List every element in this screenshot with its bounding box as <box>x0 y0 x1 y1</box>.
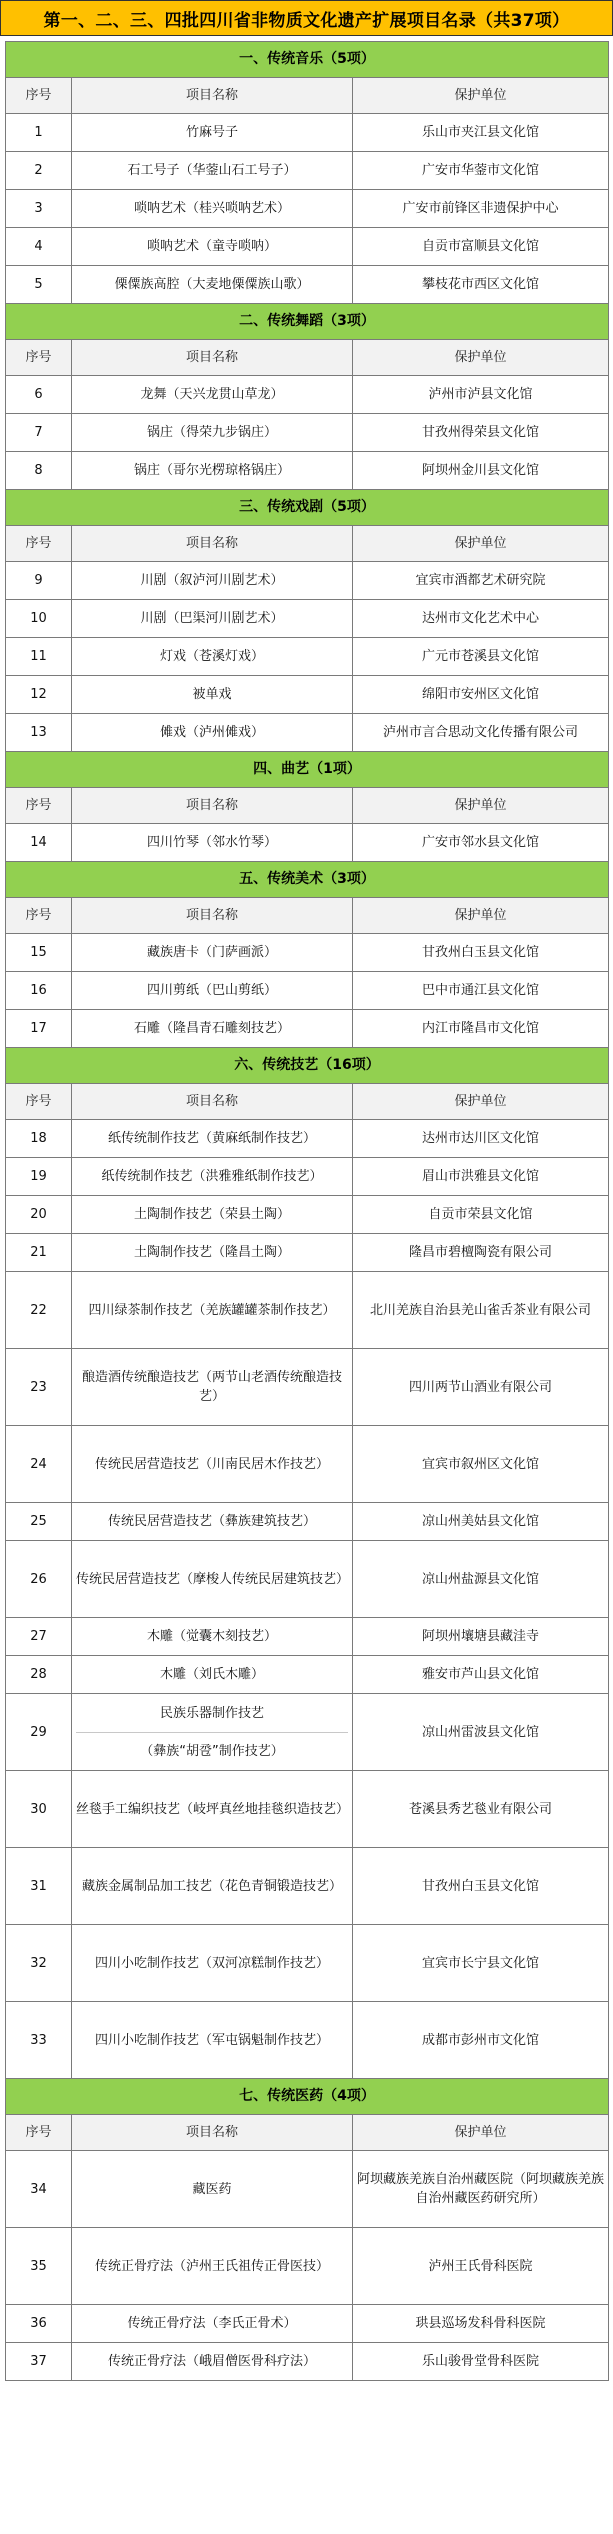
table-row <box>6 714 609 752</box>
table-row <box>6 376 609 414</box>
header-unit: 保护单位 <box>353 2115 609 2151</box>
project-name: 四川小吃制作技艺（军屯锅魁制作技艺） <box>94 2032 329 2048</box>
row-number: 10 <box>6 600 72 638</box>
table-row <box>6 972 609 1010</box>
project-name-cell <box>72 676 353 714</box>
header-name: 项目名称 <box>72 788 353 824</box>
table-row <box>6 1656 609 1694</box>
project-name: 传统正骨疗法（峨眉僧医骨科疗法） <box>107 2354 316 2369</box>
protection-unit: 凉山州美姑县文化馆 <box>353 1503 609 1541</box>
table-row <box>6 676 609 714</box>
header-unit: 保护单位 <box>353 526 609 562</box>
protection-unit: 泸州王氏骨科医院 <box>353 2228 609 2305</box>
row-number: 27 <box>6 1618 72 1656</box>
row-number: 24 <box>6 1426 72 1503</box>
header-unit: 保护单位 <box>353 788 609 824</box>
project-name: 锅庄（哥尔光楞琼格锅庄） <box>133 463 290 478</box>
row-number: 16 <box>6 972 72 1010</box>
header-name: 项目名称 <box>72 78 353 114</box>
protection-unit: 自贡市荣县文化馆 <box>353 1196 609 1234</box>
project-name-cell <box>72 934 353 972</box>
table-row <box>6 2228 609 2305</box>
section-row <box>6 42 609 78</box>
project-name: 竹麻号子 <box>185 125 238 140</box>
table-row <box>6 1503 609 1541</box>
protection-unit: 四川两节山酒业有限公司 <box>353 1349 609 1426</box>
project-name-cell <box>72 1503 353 1541</box>
table-row <box>6 638 609 676</box>
row-number: 4 <box>6 228 72 266</box>
header-row <box>6 788 609 824</box>
project-name-cell <box>72 1771 353 1848</box>
table-row <box>6 1541 609 1618</box>
project-name: 丝毯手工编织技艺（岐坪真丝地挂毯织造技艺） <box>76 1801 350 1817</box>
project-name-cell <box>72 190 353 228</box>
project-name: 藏族唐卡（门萨画派） <box>146 945 277 960</box>
row-number: 14 <box>6 824 72 862</box>
table-row <box>6 1426 609 1503</box>
project-name-cell <box>72 1349 353 1426</box>
page-title: 第一、二、三、四批四川省非物质文化遗产扩展项目名录（共37项） <box>0 0 613 36</box>
header-unit: 保护单位 <box>353 78 609 114</box>
row-number: 23 <box>6 1349 72 1426</box>
project-name: 四川剪纸（巴山剪纸） <box>146 983 277 998</box>
header-no: 序号 <box>6 340 72 376</box>
project-name-line2: （彝族“胡卺”制作技艺） <box>76 1732 348 1761</box>
table-row <box>6 2343 609 2381</box>
project-name-cell <box>72 114 353 152</box>
table-row <box>6 1120 609 1158</box>
project-name: 被单戏 <box>192 687 232 702</box>
project-name-cell <box>72 2228 353 2305</box>
row-number: 8 <box>6 452 72 490</box>
protection-unit: 隆昌市碧檀陶瓷有限公司 <box>353 1234 609 1272</box>
section-title: 五、传统美术（3项） <box>6 862 609 898</box>
project-name-cell <box>72 1158 353 1196</box>
header-no: 序号 <box>6 788 72 824</box>
header-name: 项目名称 <box>72 898 353 934</box>
project-name: 传统正骨疗法（李氏正骨术） <box>127 2316 297 2331</box>
project-name: 纸传统制作技艺（洪雅雅纸制作技艺） <box>101 1169 323 1184</box>
header-name: 项目名称 <box>72 526 353 562</box>
project-name-cell <box>72 600 353 638</box>
table-row <box>6 562 609 600</box>
project-name-cell <box>72 2002 353 2079</box>
protection-unit: 攀枝花市西区文化馆 <box>353 266 609 304</box>
project-name-cell <box>72 1694 353 1771</box>
row-number: 2 <box>6 152 72 190</box>
protection-unit: 广安市华蓥市文化馆 <box>353 152 609 190</box>
protection-unit: 阿坝藏族羌族自治州藏医院（阿坝藏族羌族自治州藏医药研究所） <box>353 2151 609 2228</box>
project-name: 传统民居营造技艺（摩梭人传统民居建筑技艺） <box>76 1571 350 1587</box>
header-no: 序号 <box>6 898 72 934</box>
protection-unit: 自贡市富顺县文化馆 <box>353 228 609 266</box>
protection-unit: 甘孜州得荣县文化馆 <box>353 414 609 452</box>
project-name: 土陶制作技艺（荣县土陶） <box>133 1207 290 1222</box>
project-name-cell <box>72 1848 353 1925</box>
protection-unit: 达州市文化艺术中心 <box>353 600 609 638</box>
protection-unit: 宜宾市长宁县文化馆 <box>353 1925 609 2002</box>
heritage-table <box>5 41 609 2381</box>
row-number: 17 <box>6 1010 72 1048</box>
table-row <box>6 452 609 490</box>
project-name: 傩戏（泸州傩戏） <box>159 725 264 740</box>
section-title: 一、传统音乐（5项） <box>6 42 609 78</box>
project-name-cell <box>72 1618 353 1656</box>
section-row <box>6 490 609 526</box>
project-name-cell <box>72 824 353 862</box>
protection-unit: 内江市隆昌市文化馆 <box>353 1010 609 1048</box>
header-name: 项目名称 <box>72 1084 353 1120</box>
row-number: 35 <box>6 2228 72 2305</box>
project-name-cell <box>72 266 353 304</box>
row-number: 6 <box>6 376 72 414</box>
row-number: 33 <box>6 2002 72 2079</box>
project-name-cell <box>72 1426 353 1503</box>
protection-unit: 泸州市泸县文化馆 <box>353 376 609 414</box>
project-name-cell <box>72 972 353 1010</box>
project-name: 龙舞（天兴龙贯山草龙） <box>140 387 284 402</box>
header-no: 序号 <box>6 78 72 114</box>
project-name: 石雕（隆昌青石雕刻技艺） <box>133 1021 290 1036</box>
section-title: 六、传统技艺（16项） <box>6 1048 609 1084</box>
row-number: 26 <box>6 1541 72 1618</box>
project-name-cell <box>72 414 353 452</box>
table-row <box>6 1196 609 1234</box>
protection-unit: 广安市邻水县文化馆 <box>353 824 609 862</box>
table-row <box>6 1158 609 1196</box>
project-name: 唢呐艺术（桂兴唢呐艺术） <box>133 201 290 216</box>
protection-unit: 苍溪县秀艺毯业有限公司 <box>353 1771 609 1848</box>
row-number: 13 <box>6 714 72 752</box>
project-name: 木雕（刘氏木雕） <box>159 1667 264 1682</box>
row-number: 3 <box>6 190 72 228</box>
project-name-cell <box>72 2305 353 2343</box>
section-title: 四、曲艺（1项） <box>6 752 609 788</box>
project-name-cell <box>72 638 353 676</box>
row-number: 28 <box>6 1656 72 1694</box>
table-row <box>6 1010 609 1048</box>
project-name: 唢呐艺术（童寺唢呐） <box>146 239 277 254</box>
row-number: 32 <box>6 1925 72 2002</box>
project-name: 傈僳族高腔（大麦地傈僳族山歌） <box>114 277 310 292</box>
project-name: 灯戏（苍溪灯戏） <box>159 649 264 664</box>
row-number: 9 <box>6 562 72 600</box>
table-row <box>6 114 609 152</box>
project-name-cell <box>72 1234 353 1272</box>
protection-unit: 凉山州雷波县文化馆 <box>353 1694 609 1771</box>
project-name-cell <box>72 2343 353 2381</box>
header-row <box>6 340 609 376</box>
row-number: 19 <box>6 1158 72 1196</box>
protection-unit: 凉山州盐源县文化馆 <box>353 1541 609 1618</box>
table-row <box>6 414 609 452</box>
table-row <box>6 2002 609 2079</box>
project-name-cell <box>72 714 353 752</box>
table-row <box>6 1234 609 1272</box>
project-name: 传统民居营造技艺（彝族建筑技艺） <box>107 1514 316 1529</box>
project-name: 四川竹琴（邻水竹琴） <box>146 835 277 850</box>
row-number: 34 <box>6 2151 72 2228</box>
project-name-cell <box>72 452 353 490</box>
header-row <box>6 898 609 934</box>
project-name-cell <box>72 1541 353 1618</box>
project-name: 锅庄（得荣九步锅庄） <box>146 425 277 440</box>
row-number: 21 <box>6 1234 72 1272</box>
row-number: 37 <box>6 2343 72 2381</box>
project-name-cell <box>72 1120 353 1158</box>
row-number: 30 <box>6 1771 72 1848</box>
project-name: 石工号子（华蓥山石工号子） <box>127 163 297 178</box>
header-unit: 保护单位 <box>353 898 609 934</box>
protection-unit: 乐山骏骨堂骨科医院 <box>353 2343 609 2381</box>
project-name: 纸传统制作技艺（黄麻纸制作技艺） <box>107 1131 316 1146</box>
header-row <box>6 2115 609 2151</box>
header-name: 项目名称 <box>72 340 353 376</box>
project-name: 传统民居营造技艺（川南民居木作技艺） <box>94 1456 329 1472</box>
project-name-cell <box>72 1272 353 1349</box>
protection-unit: 宜宾市酒都艺术研究院 <box>353 562 609 600</box>
protection-unit: 宜宾市叙州区文化馆 <box>353 1426 609 1503</box>
project-name-cell <box>72 562 353 600</box>
section-row <box>6 752 609 788</box>
project-name: 川剧（叙泸河川剧艺术） <box>140 573 284 588</box>
protection-unit: 广元市苍溪县文化馆 <box>353 638 609 676</box>
project-name: 土陶制作技艺（隆昌土陶） <box>133 1245 290 1260</box>
header-name: 项目名称 <box>72 2115 353 2151</box>
protection-unit: 绵阳市安州区文化馆 <box>353 676 609 714</box>
section-title: 七、传统医药（4项） <box>6 2079 609 2115</box>
section-row <box>6 304 609 340</box>
table-row <box>6 824 609 862</box>
header-unit: 保护单位 <box>353 1084 609 1120</box>
project-name: 藏族金属制品加工技艺（花色青铜锻造技艺） <box>81 1878 342 1894</box>
protection-unit: 泸州市言合思动文化传播有限公司 <box>353 714 609 752</box>
project-name: 川剧（巴渠河川剧艺术） <box>140 611 284 626</box>
row-number: 20 <box>6 1196 72 1234</box>
table-row <box>6 2151 609 2228</box>
section-row <box>6 2079 609 2115</box>
protection-unit: 甘孜州白玉县文化馆 <box>353 934 609 972</box>
protection-unit: 阿坝州壤塘县藏洼寺 <box>353 1618 609 1656</box>
protection-unit: 北川羌族自治县羌山雀舌茶业有限公司 <box>353 1272 609 1349</box>
project-name-cell <box>72 1656 353 1694</box>
row-number: 31 <box>6 1848 72 1925</box>
table-row <box>6 1272 609 1349</box>
protection-unit: 阿坝州金川县文化馆 <box>353 452 609 490</box>
protection-unit: 眉山市洪雅县文化馆 <box>353 1158 609 1196</box>
row-number: 7 <box>6 414 72 452</box>
project-name-cell <box>72 2151 353 2228</box>
protection-unit: 雅安市芦山县文化馆 <box>353 1656 609 1694</box>
protection-unit: 成都市彭州市文化馆 <box>353 2002 609 2079</box>
project-name: 传统正骨疗法（泸州王氏祖传正骨医技） <box>94 2258 329 2274</box>
row-number: 1 <box>6 114 72 152</box>
project-name: 民族乐器制作技艺 <box>159 1705 264 1721</box>
section-row <box>6 1048 609 1084</box>
table-row <box>6 600 609 638</box>
table-row <box>6 228 609 266</box>
project-name-cell <box>72 1196 353 1234</box>
row-number: 11 <box>6 638 72 676</box>
table-row <box>6 1694 609 1771</box>
table-row <box>6 2305 609 2343</box>
table-row <box>6 152 609 190</box>
row-number: 25 <box>6 1503 72 1541</box>
project-name: 酿造酒传统酿造技艺（两节山老酒传统酿造技艺） <box>81 1370 342 1404</box>
header-unit: 保护单位 <box>353 340 609 376</box>
table-row <box>6 1925 609 2002</box>
header-row <box>6 1084 609 1120</box>
section-row <box>6 862 609 898</box>
project-name-cell <box>72 376 353 414</box>
project-name: 四川绿茶制作技艺（羌族罐罐茶制作技艺） <box>88 1302 336 1318</box>
project-name: 四川小吃制作技艺（双河凉糕制作技艺） <box>94 1955 329 1971</box>
row-number: 5 <box>6 266 72 304</box>
table-row <box>6 1349 609 1426</box>
project-name-cell <box>72 228 353 266</box>
header-no: 序号 <box>6 2115 72 2151</box>
protection-unit: 达州市达川区文化馆 <box>353 1120 609 1158</box>
table-row <box>6 1771 609 1848</box>
protection-unit: 珙县巡场发科骨科医院 <box>353 2305 609 2343</box>
row-number: 18 <box>6 1120 72 1158</box>
protection-unit: 广安市前锋区非遗保护中心 <box>353 190 609 228</box>
project-name-cell <box>72 1010 353 1048</box>
header-no: 序号 <box>6 1084 72 1120</box>
table-row <box>6 266 609 304</box>
row-number: 12 <box>6 676 72 714</box>
project-name: 木雕（觉囊木刻技艺） <box>146 1629 277 1644</box>
section-title: 三、传统戏剧（5项） <box>6 490 609 526</box>
row-number: 29 <box>6 1694 72 1771</box>
table-row <box>6 934 609 972</box>
project-name-cell <box>72 1925 353 2002</box>
protection-unit: 巴中市通江县文化馆 <box>353 972 609 1010</box>
table-row <box>6 1848 609 1925</box>
project-name: 藏医药 <box>192 2181 232 2197</box>
project-name-cell <box>72 152 353 190</box>
section-title: 二、传统舞蹈（3项） <box>6 304 609 340</box>
table-row <box>6 1618 609 1656</box>
protection-unit: 甘孜州白玉县文化馆 <box>353 1848 609 1925</box>
table-row <box>6 190 609 228</box>
row-number: 15 <box>6 934 72 972</box>
header-row <box>6 526 609 562</box>
header-row <box>6 78 609 114</box>
row-number: 22 <box>6 1272 72 1349</box>
header-no: 序号 <box>6 526 72 562</box>
row-number: 36 <box>6 2305 72 2343</box>
protection-unit: 乐山市夹江县文化馆 <box>353 114 609 152</box>
